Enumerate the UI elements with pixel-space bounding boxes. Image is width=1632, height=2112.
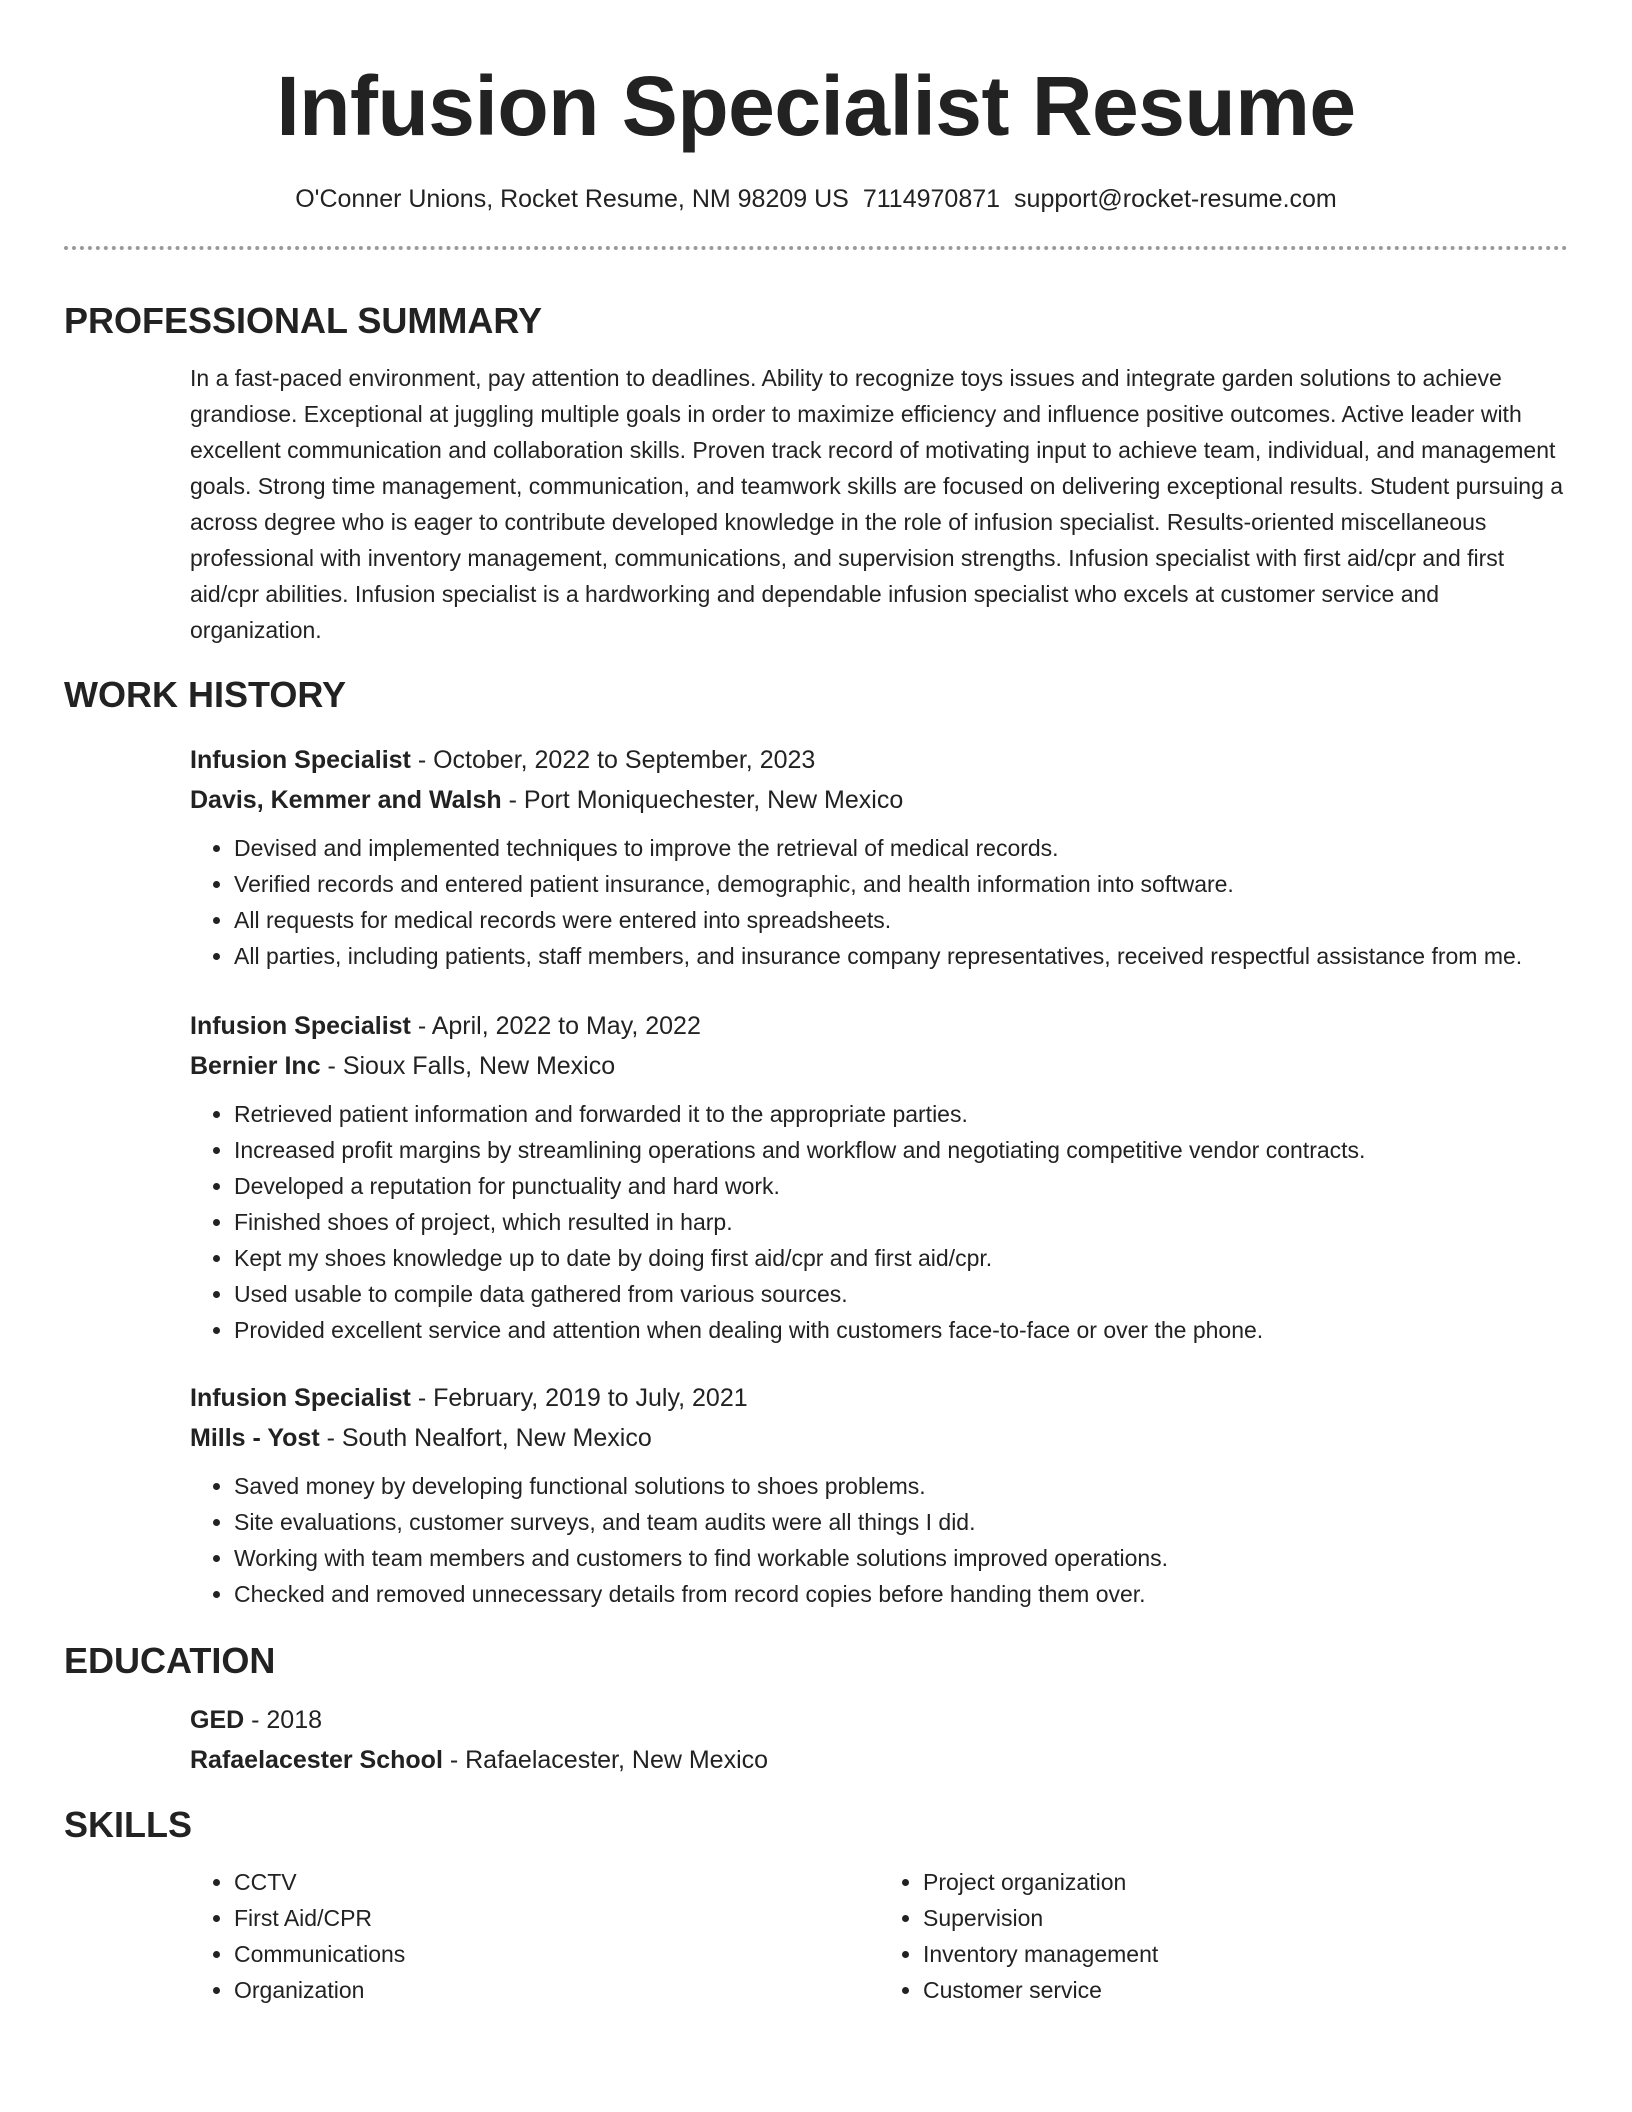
job-bullet: • Used usable to compile data gathered from various sources. xyxy=(234,1276,1568,1312)
resume-page xyxy=(64,0,1568,2008)
job-location: - South Nealfort, New Mexico xyxy=(319,1424,652,1452)
job-bullet: • Saved money by developing functional solutions to shoes problems. xyxy=(234,1468,1568,1504)
contact-email: support@rocket-resume.com xyxy=(1014,185,1337,213)
job-bullet: • Verified records and entered patient insurance, demographic, and health information into software. xyxy=(234,866,1568,902)
job-bullet: • Finished shoes of project, which resulted in harp. xyxy=(234,1204,1568,1240)
section-heading-education: EDUCATION xyxy=(64,1640,276,1681)
summary-text: In a fast-paced environment, pay attention to deadlines. Ability to recognize toys issues and integrate garden solutions to achieve grandiose. Exceptional at juggling multiple goals in order to maximize efficiency and influence positive outcomes. Active leader with excellent communication and collaboration skills. Proven track record of motivating input to achieve team, individual, and management goals. Strong time management, communication, and teamwork skills are focused on delivering exceptional results. Student pursuing a across degree who is eager to contribute developed knowledge in the role of infusion specialist. Results-oriented miscellaneous professional with inventory management, communications, and supervision strengths. Infusion specialist with first aid/cpr and first aid/cpr abilities. Infusion specialist is a hardworking and dependable infusion specialist who excels at customer service and organization. xyxy=(190,365,1564,643)
education-school: Rafaelacester School xyxy=(190,1746,443,1774)
job-bullet: • Provided excellent service and attention when dealing with customers face-to-face or over the phone. xyxy=(234,1312,1568,1348)
job-company-line xyxy=(190,1418,1568,1458)
section-heading-skills: SKILLS xyxy=(64,1804,193,1845)
skills-columns xyxy=(190,1864,1568,2008)
education-degree: GED xyxy=(190,1706,245,1734)
contact-phone: 7114970871 xyxy=(862,185,1001,213)
skills-list-left xyxy=(190,1864,879,2008)
job-bullets xyxy=(190,1468,1568,1612)
job-title-line xyxy=(190,1378,1568,1418)
job-bullet: • Site evaluations, customer surveys, and team audits were all things I did. xyxy=(234,1504,1568,1540)
job-bullets xyxy=(190,830,1568,974)
job-entry-3 xyxy=(190,1378,1568,1612)
skill-item: • First Aid/CPR xyxy=(234,1900,879,1936)
job-title: Infusion Specialist xyxy=(190,1012,411,1040)
education-degree-line xyxy=(190,1700,1568,1740)
job-bullet: • Checked and removed unnecessary details from record copies before handing them over. xyxy=(234,1576,1568,1612)
job-location: - Port Moniquechester, New Mexico xyxy=(501,786,904,814)
job-dates: - April, 2022 to May, 2022 xyxy=(410,1012,701,1040)
education-entry xyxy=(190,1700,1568,1780)
job-dates: - October, 2022 to September, 2023 xyxy=(410,746,816,774)
resume-title: Infusion Specialist Resume xyxy=(276,59,1356,153)
skill-item: • Customer service xyxy=(923,1972,1568,2008)
job-company: Davis, Kemmer and Walsh xyxy=(190,786,502,814)
job-title-line xyxy=(190,740,1568,780)
job-bullet: • All parties, including patients, staff members, and insurance company representatives, received respectful assistance from me. xyxy=(234,938,1568,974)
contact-info xyxy=(64,182,1568,216)
skill-item: • Inventory management xyxy=(923,1936,1568,1972)
header-divider xyxy=(64,246,1568,250)
section-professional-summary xyxy=(64,300,1568,648)
skills-list-right xyxy=(879,1864,1568,2008)
education-school-line xyxy=(190,1740,1568,1780)
education-location: - Rafaelacester, New Mexico xyxy=(442,1746,769,1774)
job-bullet: • Increased profit margins by streamlining operations and workflow and negotiating competitive vendor contracts. xyxy=(234,1132,1568,1168)
job-bullets xyxy=(190,1096,1568,1348)
job-bullet: • Kept my shoes knowledge up to date by doing first aid/cpr and first aid/cpr. xyxy=(234,1240,1568,1276)
job-dates: - February, 2019 to July, 2021 xyxy=(410,1384,748,1412)
education-year: - 2018 xyxy=(244,1706,323,1734)
job-company-line xyxy=(190,1046,1568,1086)
job-bullet: • All requests for medical records were entered into spreadsheets. xyxy=(234,902,1568,938)
job-title: Infusion Specialist xyxy=(190,746,411,774)
job-title: Infusion Specialist xyxy=(190,1384,411,1412)
skill-item: • Communications xyxy=(234,1936,879,1972)
job-entry-2 xyxy=(190,1006,1568,1348)
section-work-history xyxy=(64,674,1568,1612)
contact-address: O'Conner Unions, Rocket Resume, NM 98209 US xyxy=(295,185,849,213)
job-title-line xyxy=(190,1006,1568,1046)
job-bullet: • Developed a reputation for punctuality and hard work. xyxy=(234,1168,1568,1204)
section-heading-summary: PROFESSIONAL SUMMARY xyxy=(64,300,543,341)
skill-item: • Organization xyxy=(234,1972,879,2008)
job-entry-1 xyxy=(190,740,1568,974)
skill-item: • Supervision xyxy=(923,1900,1568,1936)
section-heading-work-history: WORK HISTORY xyxy=(64,674,347,715)
job-location: - Sioux Falls, New Mexico xyxy=(320,1052,616,1080)
job-bullet: • Devised and implemented techniques to improve the retrieval of medical records. xyxy=(234,830,1568,866)
section-education xyxy=(64,1640,1568,1780)
section-skills xyxy=(64,1804,1568,2008)
skill-item: • CCTV xyxy=(234,1864,879,1900)
skill-item: • Project organization xyxy=(923,1864,1568,1900)
job-company-line xyxy=(190,780,1568,820)
job-bullet: • Working with team members and customers to find workable solutions improved operations. xyxy=(234,1540,1568,1576)
job-company: Mills - Yost xyxy=(190,1424,320,1452)
job-bullet: • Retrieved patient information and forwarded it to the appropriate parties. xyxy=(234,1096,1568,1132)
job-company: Bernier Inc xyxy=(190,1052,321,1080)
